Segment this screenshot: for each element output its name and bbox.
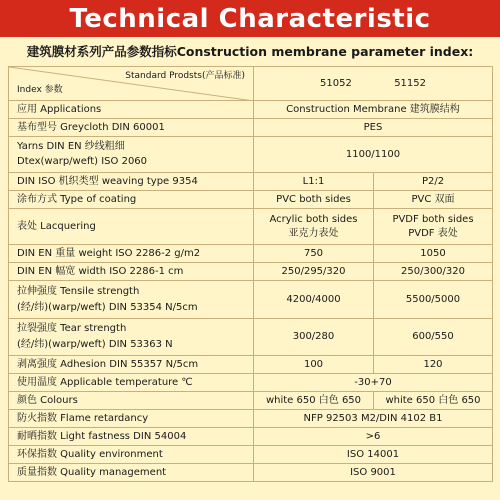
tear-label — [9, 319, 254, 356]
weaving-label: DIN ISO 机织类型 weaving type 9354 — [9, 173, 254, 191]
colours-label: 颜色 Colours — [9, 392, 254, 410]
weight-value-51052: 750 — [254, 245, 374, 263]
tear-value-51052: 300/280 — [254, 319, 374, 356]
colours-value-51152: white 650 白色 650 — [374, 392, 493, 410]
tear-label-line2: (经/纬)(warp/weft) DIN 53363 N — [17, 339, 173, 350]
row-greycloth — [9, 119, 493, 137]
product-code-51152: 51152 — [394, 77, 426, 89]
row-quality-environment — [9, 446, 493, 464]
tensile-label-line2: (经/纬)(warp/weft) DIN 53354 N/5cm — [17, 301, 198, 313]
parameter-table-container — [8, 66, 492, 491]
yarns-label-line1: Yarns DIN EN 纱线粗细 — [17, 141, 125, 152]
lacquering-51152-line2: PVDF 表处 — [408, 227, 458, 239]
row-quality-management — [9, 464, 493, 482]
width-value-51152: 250/300/320 — [374, 263, 493, 281]
product-codes-cell — [254, 67, 493, 101]
lacquering-51052-line2: 亚克力表处 — [288, 227, 339, 239]
parameter-table — [8, 66, 493, 482]
applications-label: 应用 Applications — [9, 101, 254, 119]
yarns-value: 1100/1100 — [254, 137, 493, 173]
tensile-label-line1: 拉伸强度 Tensile strength — [17, 285, 140, 297]
quality-environment-value: ISO 14001 — [254, 446, 493, 464]
product-code-51052: 51052 — [320, 77, 352, 89]
quality-environment-label: 环保指数 Quality environment — [9, 446, 254, 464]
row-yarns — [9, 137, 493, 173]
width-value-51052: 250/295/320 — [254, 263, 374, 281]
weight-value-51152: 1050 — [374, 245, 493, 263]
lacquering-value-51152 — [374, 209, 493, 245]
greycloth-label: 基布型号 Greycloth DIN 60001 — [9, 119, 254, 137]
yarns-label — [9, 137, 254, 173]
standard-products-label: Standard Prodsts(产品标准) — [125, 71, 245, 81]
row-coating — [9, 191, 493, 209]
adhesion-value-51152: 120 — [374, 356, 493, 374]
row-flame — [9, 410, 493, 428]
quality-management-label: 质量指数 Quality management — [9, 464, 254, 482]
flame-value: NFP 92503 M2/DIN 4102 B1 — [254, 410, 493, 428]
row-width — [9, 263, 493, 281]
row-lacquering — [9, 209, 493, 245]
flame-label: 防火指数 Flame retardancy — [9, 410, 254, 428]
light-label: 耐晒指数 Light fastness DIN 54004 — [9, 428, 254, 446]
lacquering-label: 表处 Lacquering — [9, 209, 254, 245]
width-label: DIN EN 幅宽 width ISO 2286-1 cm — [9, 263, 254, 281]
tensile-value-51052: 4200/4000 — [254, 281, 374, 319]
tensile-value-51152: 5500/5000 — [374, 281, 493, 319]
title-banner — [0, 0, 500, 37]
coating-label: 涂布方式 Type of coating — [9, 191, 254, 209]
weight-label: DIN EN 重量 weight ISO 2286-2 g/m2 — [9, 245, 254, 263]
coating-value-51152: PVC 双面 — [374, 191, 493, 209]
quality-management-value: ISO 9001 — [254, 464, 493, 482]
table-subtitle: 建筑膜材系列产品参数指标Construction membrane parameter index: — [26, 44, 474, 59]
lacquering-value-51052 — [254, 209, 374, 245]
adhesion-value-51052: 100 — [254, 356, 374, 374]
weaving-value-51052: L1:1 — [254, 173, 374, 191]
page-title: Technical Characteristic — [69, 3, 431, 34]
temperature-label: 使用温度 Applicable temperature ℃ — [9, 374, 254, 392]
row-applications — [9, 101, 493, 119]
colours-value-51052: white 650 白色 650 — [254, 392, 374, 410]
coating-value-51052: PVC both sides — [254, 191, 374, 209]
row-light — [9, 428, 493, 446]
adhesion-label: 剥离强度 Adhesion DIN 55357 N/5cm — [9, 356, 254, 374]
row-tensile — [9, 281, 493, 319]
index-label: Index 参数 — [17, 85, 63, 96]
row-colours — [9, 392, 493, 410]
lacquering-51052-line1: Acrylic both sides — [269, 213, 358, 225]
header-diagonal-cell — [9, 67, 254, 101]
tear-value-51152: 600/550 — [374, 319, 493, 356]
applications-value: Construction Membrane 建筑膜结构 — [254, 101, 493, 119]
lacquering-51152-line1: PVDF both sides — [392, 213, 474, 225]
row-weight — [9, 245, 493, 263]
row-weaving — [9, 173, 493, 191]
tensile-label — [9, 281, 254, 319]
weaving-value-51152: P2/2 — [374, 173, 493, 191]
row-temperature — [9, 374, 493, 392]
table-header-row — [9, 67, 493, 101]
greycloth-value: PES — [254, 119, 493, 137]
light-value: >6 — [254, 428, 493, 446]
yarns-label-line2: Dtex(warp/weft) ISO 2060 — [17, 156, 148, 167]
tear-label-line1: 拉裂强度 Tear strength — [17, 323, 127, 334]
row-tear — [9, 319, 493, 356]
temperature-value: -30+70 — [254, 374, 493, 392]
row-adhesion — [9, 356, 493, 374]
